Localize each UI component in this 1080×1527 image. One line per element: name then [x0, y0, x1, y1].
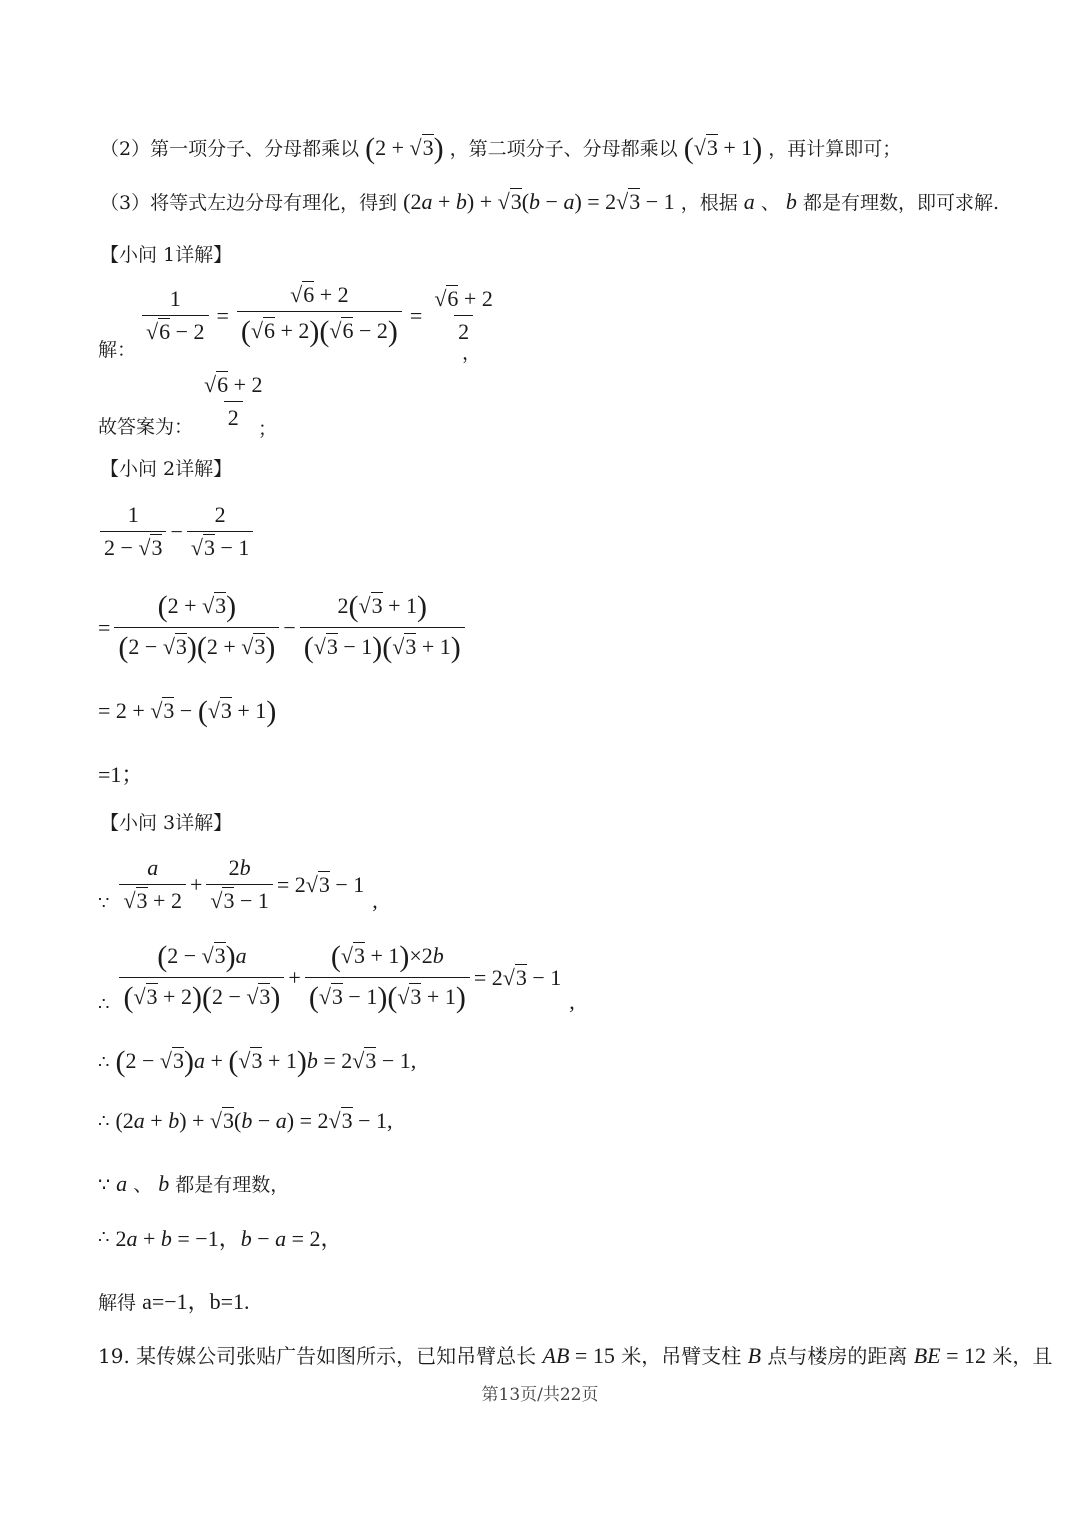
fraction: $\frac{(2 + √3)}{(2 - √3)(2 + √3)}$	[114, 590, 279, 665]
q2-result	[98, 758, 143, 789]
fraction: $\frac{1}{√6 - 2}$	[142, 286, 209, 345]
hint-part2	[100, 132, 901, 166]
q2-heading: 【小问 2详解】	[100, 458, 233, 480]
fraction: $\frac{(2 - √3)a}{(√3 + 2)(2 - √3)}$	[119, 940, 284, 1015]
fraction: $\frac{√6 + 2}{2}$	[204, 372, 263, 430]
fraction: $\frac{2(√3 + 1)}{(√3 - 1)(√3 + 1)}$	[300, 590, 465, 665]
q1-comma: ，	[462, 342, 482, 364]
fraction: $\frac{2}{√3 - 1}$	[187, 502, 254, 561]
hint2-mid: ，第二项分子、分母都乘以	[449, 138, 678, 160]
q3-rational-statement	[98, 1170, 289, 1197]
hint3-prefix: （3）将等式左边分母有理化，得到	[100, 192, 398, 214]
var-a: a	[743, 189, 755, 214]
hint2-suffix: ，再计算即可；	[768, 138, 902, 160]
q19-text: 米，且	[992, 1344, 1053, 1368]
q1-heading: 【小问 1详解】	[100, 244, 233, 266]
separator: 、	[760, 192, 780, 214]
solve-label: 解得	[98, 1292, 137, 1314]
hint-part3	[100, 188, 999, 215]
rational-text: 都是有理数，	[175, 1174, 290, 1196]
q3-step2: ∴ $\frac{(2 - √3)a}{(√3 + 2)(2 - √3)}$ + $\frac{(√3 + 1)\times 2b}{(√3 - 1)(√3 + 1)}$ = 2√3 − 1 ,	[98, 940, 575, 1014]
hint3-suffix: 都是有理数，即可求解.	[802, 192, 999, 214]
q19-text: 19. 某传媒公司张贴广告如图所示，已知吊臂总长	[98, 1344, 537, 1368]
hint3-mid: ，根据	[680, 192, 738, 214]
q1-solve-label: 解：	[98, 339, 137, 361]
because-symbol: ∵	[98, 1174, 111, 1196]
q3-step1: ∵ $\frac{a}{√3 + 2}$ + $\frac{2b}{√3 - 1}$ = 2√3 − 1 ,	[98, 855, 378, 913]
var-b: b	[785, 189, 797, 214]
q19-text: 米，吊臂支柱	[621, 1344, 742, 1368]
hint2-multiplier1: (2 + √3)	[365, 132, 444, 165]
q2-step1: $\frac{1}{2 - √3}$ − $\frac{2}{√3 - 1}$	[96, 502, 257, 561]
separator: 、	[133, 1174, 153, 1196]
fraction: $\frac{a}{√3 + 2}$	[119, 855, 186, 914]
solution-values: a=−1，b=1.	[142, 1289, 250, 1314]
q19-ab: AB = 15	[542, 1343, 615, 1368]
q1-derivation: $\frac{1}{√6 - 2}$ = $\frac{√6 + 2}{(√6 + 2)(√6 - 2)}$ = $\frac{√6 + 2}{2}$	[138, 282, 501, 349]
q3-step3: ∴ (2 − √3)a + (√3 + 1)b = 2√3 − 1,	[98, 1045, 417, 1078]
q19-be: BE = 12	[913, 1343, 987, 1368]
q1-answer-semicolon: ；	[258, 418, 278, 440]
hint2-prefix: （2）第一项分子、分母都乘以	[100, 138, 360, 160]
var-a: a	[116, 1171, 128, 1196]
fraction: $\frac{√6 + 2}{(√6 + 2)(√6 - 2)}$	[237, 282, 402, 349]
q19-text: 点与楼房的距离	[767, 1344, 908, 1368]
hint2-multiplier2: (√3 + 1)	[683, 132, 763, 165]
q1-answer-label: 故答案为：	[98, 416, 194, 438]
fraction: $\frac{√6 + 2}{2}$	[434, 286, 493, 344]
q3-solution	[98, 1285, 250, 1316]
q3-step4: ∴ (2a + b) + √3(b − a) = 2√3 − 1,	[98, 1108, 393, 1133]
question-19	[98, 1340, 1052, 1369]
q19-point-b: B	[747, 1343, 762, 1368]
q3-heading: 【小问 3详解】	[100, 812, 233, 834]
page-footer: 第13页/共22页	[481, 1385, 599, 1405]
hint3-equation: (2a + b) + √3(b − a) = 2√3 − 1	[403, 189, 675, 214]
fraction: $\frac{(√3 + 1)\times 2b}{(√3 - 1)(√3 + 1)}$	[305, 940, 470, 1015]
q3-step5: ∴ 2a + b = −1，b − a = 2，	[98, 1226, 343, 1251]
fraction: $\frac{1}{2 - √3}$	[100, 502, 166, 561]
q2-step3: = 2 + √3 − (√3 + 1)	[98, 695, 277, 728]
var-b: b	[158, 1171, 170, 1196]
q2-result-text: =1；	[98, 762, 144, 787]
fraction: $\frac{2b}{√3 - 1}$	[206, 855, 273, 914]
q2-step2: = $\frac{(2 + √3)}{(2 - √3)(2 + √3)}$ − $\frac{2(√3 + 1)}{(√3 - 1)(√3 + 1)}$	[98, 590, 469, 665]
